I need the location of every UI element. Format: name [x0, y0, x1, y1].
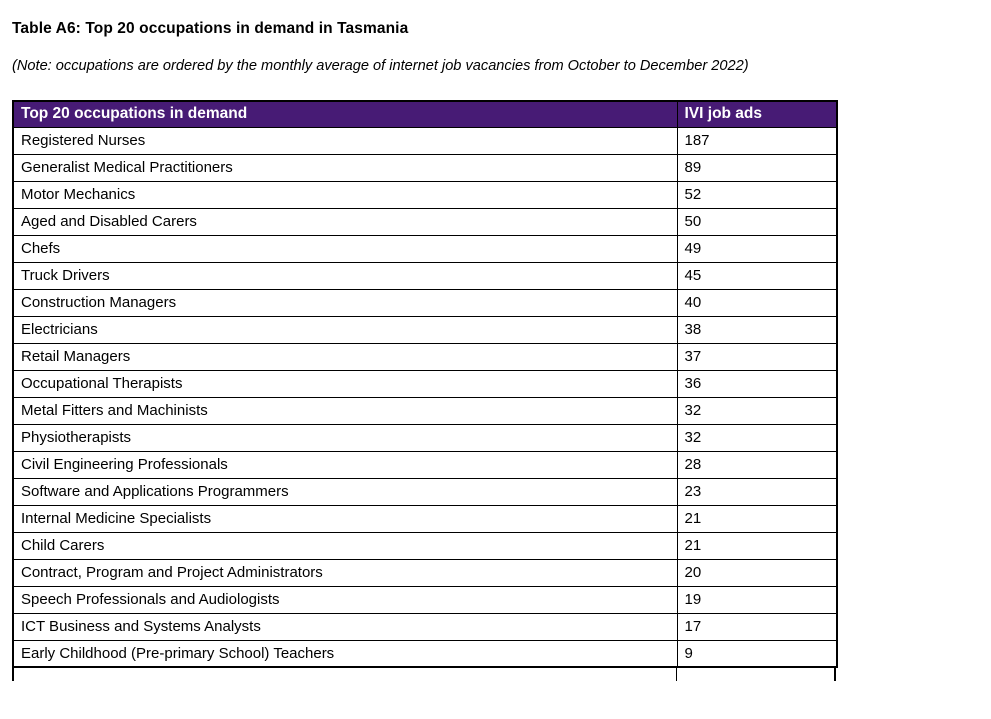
- header-row: [13, 101, 837, 127]
- table-row: [13, 424, 837, 451]
- table-title: Table A6: Top 20 occupations in demand in Tasmania: [12, 20, 409, 37]
- occupation-cell: Motor Mechanics: [13, 181, 677, 208]
- table-row: [13, 154, 837, 181]
- ivi-job-ads-cell: 37: [677, 343, 837, 370]
- occupations-table: [12, 100, 838, 668]
- table-row: [13, 370, 837, 397]
- table-row: [13, 397, 837, 424]
- ivi-job-ads-cell: 45: [677, 262, 837, 289]
- occupation-cell: Occupational Therapists: [13, 370, 677, 397]
- table-row: [13, 289, 837, 316]
- occupation-cell: Registered Nurses: [13, 127, 677, 154]
- occupation-cell: Chefs: [13, 235, 677, 262]
- occupation-cell: Truck Drivers: [13, 262, 677, 289]
- occupation-cell: Child Carers: [13, 532, 677, 559]
- table-row: [13, 559, 837, 586]
- occupation-cell: Speech Professionals and Audiologists: [13, 586, 677, 613]
- ivi-job-ads-cell: 21: [677, 505, 837, 532]
- ivi-job-ads-cell: 49: [677, 235, 837, 262]
- table-row: [13, 235, 837, 262]
- ivi-job-ads-cell: 20: [677, 559, 837, 586]
- table-row: [13, 586, 837, 613]
- ivi-job-ads-cell: 38: [677, 316, 837, 343]
- table-row: [13, 640, 837, 667]
- header-occupations: Top 20 occupations in demand: [13, 101, 677, 127]
- ivi-job-ads-cell: 40: [677, 289, 837, 316]
- cutoff-row-stub: [12, 668, 836, 681]
- occupation-cell: Generalist Medical Practitioners: [13, 154, 677, 181]
- occupation-cell: Construction Managers: [13, 289, 677, 316]
- occupation-cell: Civil Engineering Professionals: [13, 451, 677, 478]
- ivi-job-ads-cell: 17: [677, 613, 837, 640]
- ivi-job-ads-cell: 52: [677, 181, 837, 208]
- occupation-cell: Contract, Program and Project Administrators: [13, 559, 677, 586]
- occupations-table-container: [12, 100, 836, 681]
- table-row: [13, 613, 837, 640]
- occupation-cell: Physiotherapists: [13, 424, 677, 451]
- occupation-cell: Metal Fitters and Machinists: [13, 397, 677, 424]
- ivi-job-ads-cell: 32: [677, 424, 837, 451]
- table-row: [13, 262, 837, 289]
- occupation-cell: Retail Managers: [13, 343, 677, 370]
- occupation-cell: ICT Business and Systems Analysts: [13, 613, 677, 640]
- table-row: [13, 181, 837, 208]
- ivi-job-ads-cell: 23: [677, 478, 837, 505]
- table-row: [13, 478, 837, 505]
- table-row: [13, 127, 837, 154]
- ivi-job-ads-cell: 28: [677, 451, 837, 478]
- ivi-job-ads-cell: 36: [677, 370, 837, 397]
- ivi-job-ads-cell: 187: [677, 127, 837, 154]
- occupation-cell: Electricians: [13, 316, 677, 343]
- table-row: [13, 316, 837, 343]
- occupation-cell: Aged and Disabled Carers: [13, 208, 677, 235]
- occupation-cell: Internal Medicine Specialists: [13, 505, 677, 532]
- ivi-job-ads-cell: 50: [677, 208, 837, 235]
- ivi-job-ads-cell: 19: [677, 586, 837, 613]
- occupation-cell: Software and Applications Programmers: [13, 478, 677, 505]
- table-row: [13, 532, 837, 559]
- table-body: [13, 127, 837, 667]
- table-row: [13, 451, 837, 478]
- ivi-job-ads-cell: 9: [677, 640, 837, 667]
- ivi-job-ads-cell: 32: [677, 397, 837, 424]
- table-row: [13, 208, 837, 235]
- table-note: (Note: occupations are ordered by the monthly average of internet job vacancies from October to December 2022): [12, 58, 749, 74]
- column-divider: [676, 668, 677, 681]
- header-ivi-job-ads: IVI job ads: [677, 101, 837, 127]
- ivi-job-ads-cell: 21: [677, 532, 837, 559]
- table-row: [13, 343, 837, 370]
- occupation-cell: Early Childhood (Pre-primary School) Teachers: [13, 640, 677, 667]
- table-row: [13, 505, 837, 532]
- ivi-job-ads-cell: 89: [677, 154, 837, 181]
